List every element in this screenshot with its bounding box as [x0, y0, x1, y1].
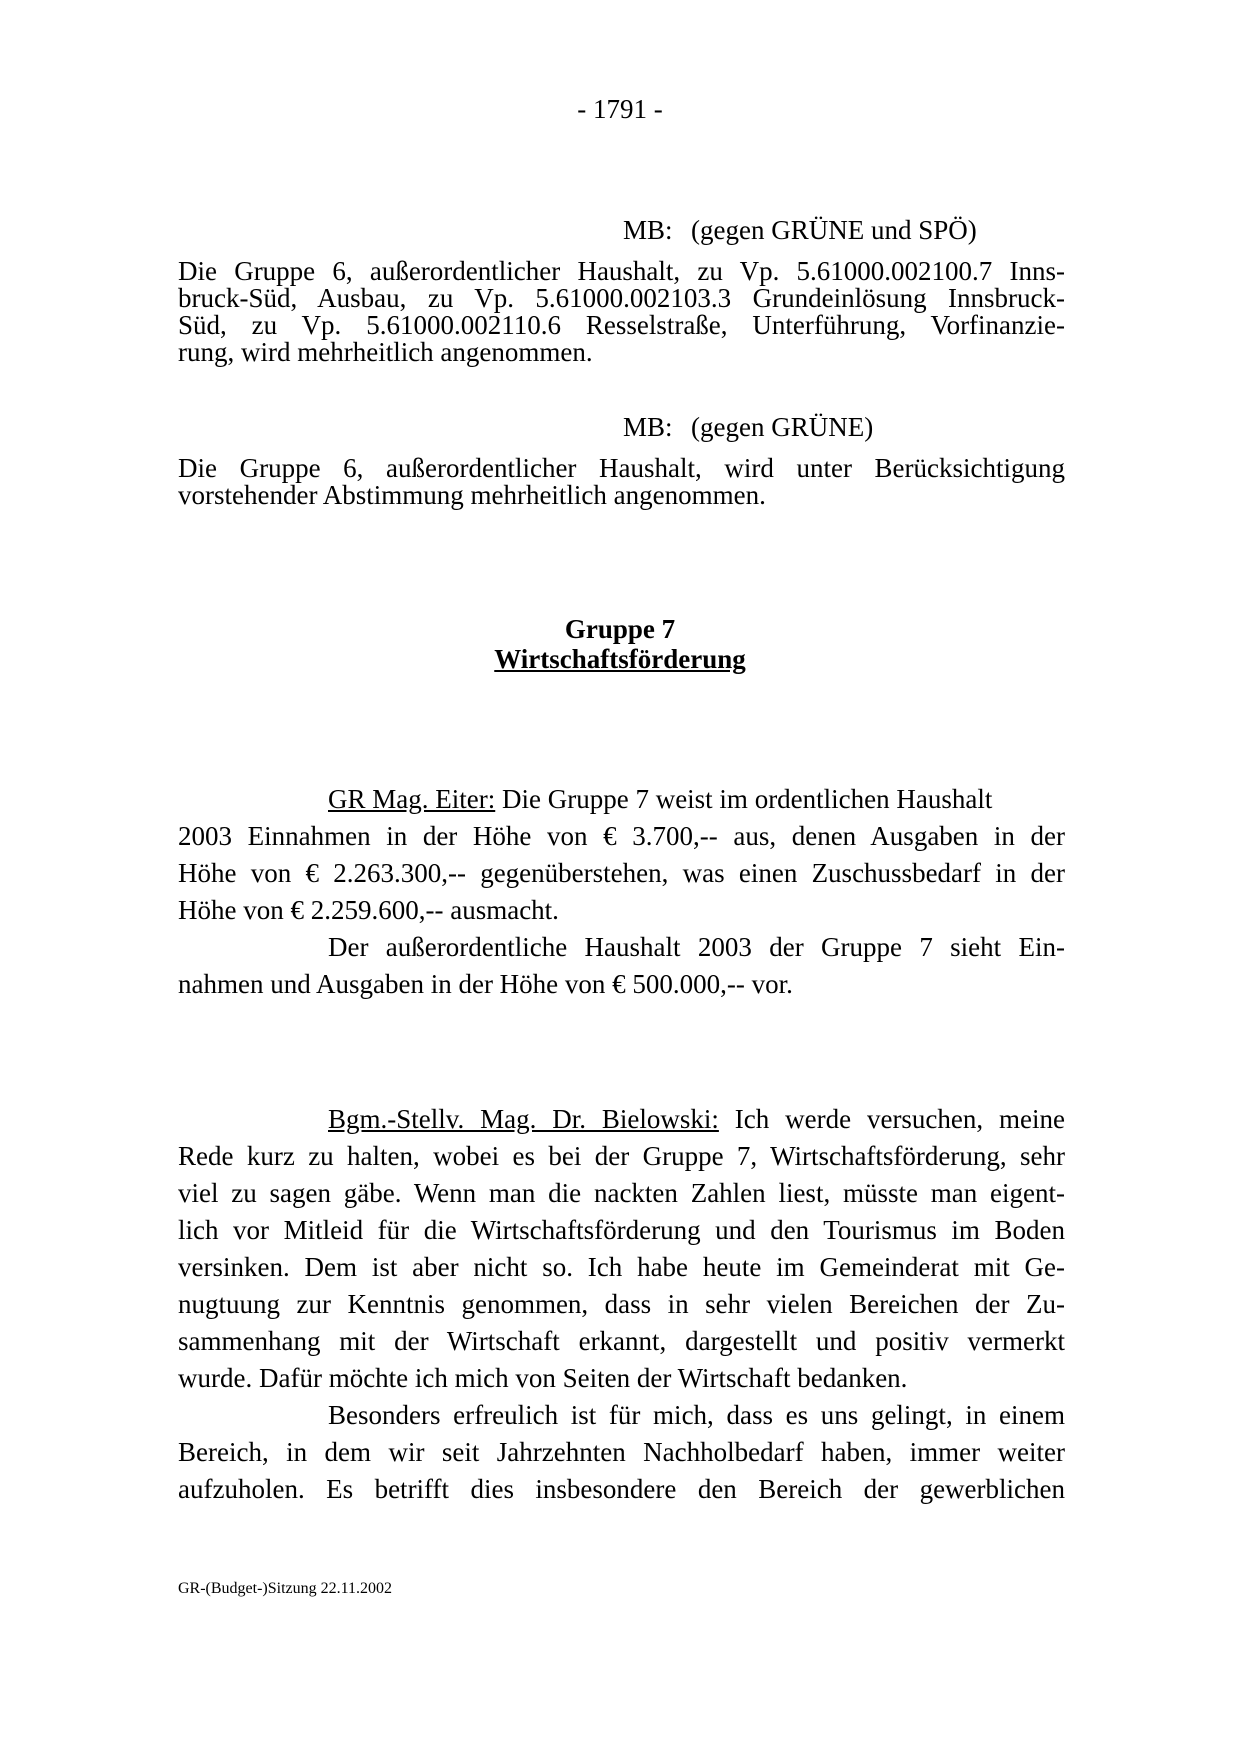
- text-line: [178, 781, 1065, 818]
- text-line: Die Gruppe 6, außerordentlicher Haushalt, wird unter Berücksichtigung: [178, 453, 1065, 483]
- text-line: bruck-Süd, Ausbau, zu Vp. 5.61000.002103.3 Grundeinlösung Innsbruck-: [178, 283, 1065, 313]
- speaker-name: GR Mag. Eiter:: [328, 784, 496, 814]
- text-line: Höhe von € 2.263.300,-- gegenüberstehen, was einen Zuschussbedarf in der: [178, 858, 1065, 888]
- text-line: sammenhang mit der Wirtschaft erkannt, dargestellt und positiv vermerkt: [178, 1326, 1065, 1356]
- vote-result-2: [623, 411, 873, 443]
- vote-label: MB:: [623, 412, 673, 442]
- text-line: versinken. Dem ist aber nicht so. Ich habe heute im Gemeinderat mit Ge-: [178, 1252, 1065, 1282]
- speaker-name: Bgm.-Stellv. Mag. Dr. Bielowski:: [328, 1104, 719, 1134]
- speech-text: Die Gruppe 7 weist im ordentlichen Haushalt: [495, 784, 993, 814]
- speech-eiter: [178, 781, 1065, 1003]
- text-line: [178, 1101, 1065, 1138]
- text-line: nahmen und Ausgaben in der Höhe von € 500.000,-- vor.: [178, 969, 793, 999]
- text-line: rung, wird mehrheitlich angenommen.: [178, 337, 593, 367]
- vote-text-2: [178, 455, 1065, 509]
- text-line: Der außerordentliche Haushalt 2003 der Gruppe 7 sieht Ein-: [328, 932, 1065, 962]
- text-line: Besonders erfreulich ist für mich, dass es uns gelingt, in einem: [328, 1400, 1065, 1430]
- vote-label: MB:: [623, 215, 673, 245]
- text-line: vorstehender Abstimmung mehrheitlich angenommen.: [178, 480, 766, 510]
- section-subtitle: Wirtschaftsförderung: [494, 644, 746, 674]
- text-line: Bereich, in dem wir seit Jahrzehnten Nachholbedarf haben, immer weiter: [178, 1437, 1065, 1467]
- vote-text-1: [178, 258, 1065, 366]
- vote-result-1: [623, 214, 977, 246]
- text-line: aufzuholen. Es betrifft dies insbesondere den Bereich der gewerblichen: [178, 1474, 1065, 1504]
- page-number: - 1791 -: [577, 94, 663, 124]
- text-line: Süd, zu Vp. 5.61000.002110.6 Resselstraße, Unterführung, Vorfinanzie-: [178, 310, 1065, 340]
- text-line: wurde. Dafür möchte ich mich von Seiten der Wirtschaft bedanken.: [178, 1363, 908, 1393]
- text-line: lich vor Mitleid für die Wirtschaftsförderung und den Tourismus im Boden: [178, 1215, 1065, 1245]
- footer: GR-(Budget-)Sitzung 22.11.2002: [178, 1580, 393, 1597]
- vote-detail: (gegen GRÜNE und SPÖ): [691, 215, 977, 245]
- text-line: nugtuung zur Kenntnis genommen, dass in sehr vielen Bereichen der Zu-: [178, 1289, 1065, 1319]
- text-line: Rede kurz zu halten, wobei es bei der Gruppe 7, Wirtschaftsförderung, sehr: [178, 1141, 1065, 1171]
- text-line: viel zu sagen gäbe. Wenn man die nackten Zahlen liest, müsste man eigent-: [178, 1178, 1065, 1208]
- vote-detail: (gegen GRÜNE): [691, 412, 874, 442]
- section-title: Gruppe 7: [564, 614, 676, 644]
- text-line: Höhe von € 2.259.600,-- ausmacht.: [178, 895, 559, 925]
- text-line: 2003 Einnahmen in der Höhe von € 3.700,-- aus, denen Ausgaben in der: [178, 821, 1065, 851]
- speech-bielowski: [178, 1101, 1065, 1508]
- speech-text: Ich werde versuchen, meine: [718, 1104, 1066, 1134]
- text-line: Die Gruppe 6, außerordentlicher Haushalt, zu Vp. 5.61000.002100.7 Inns-: [178, 256, 1065, 286]
